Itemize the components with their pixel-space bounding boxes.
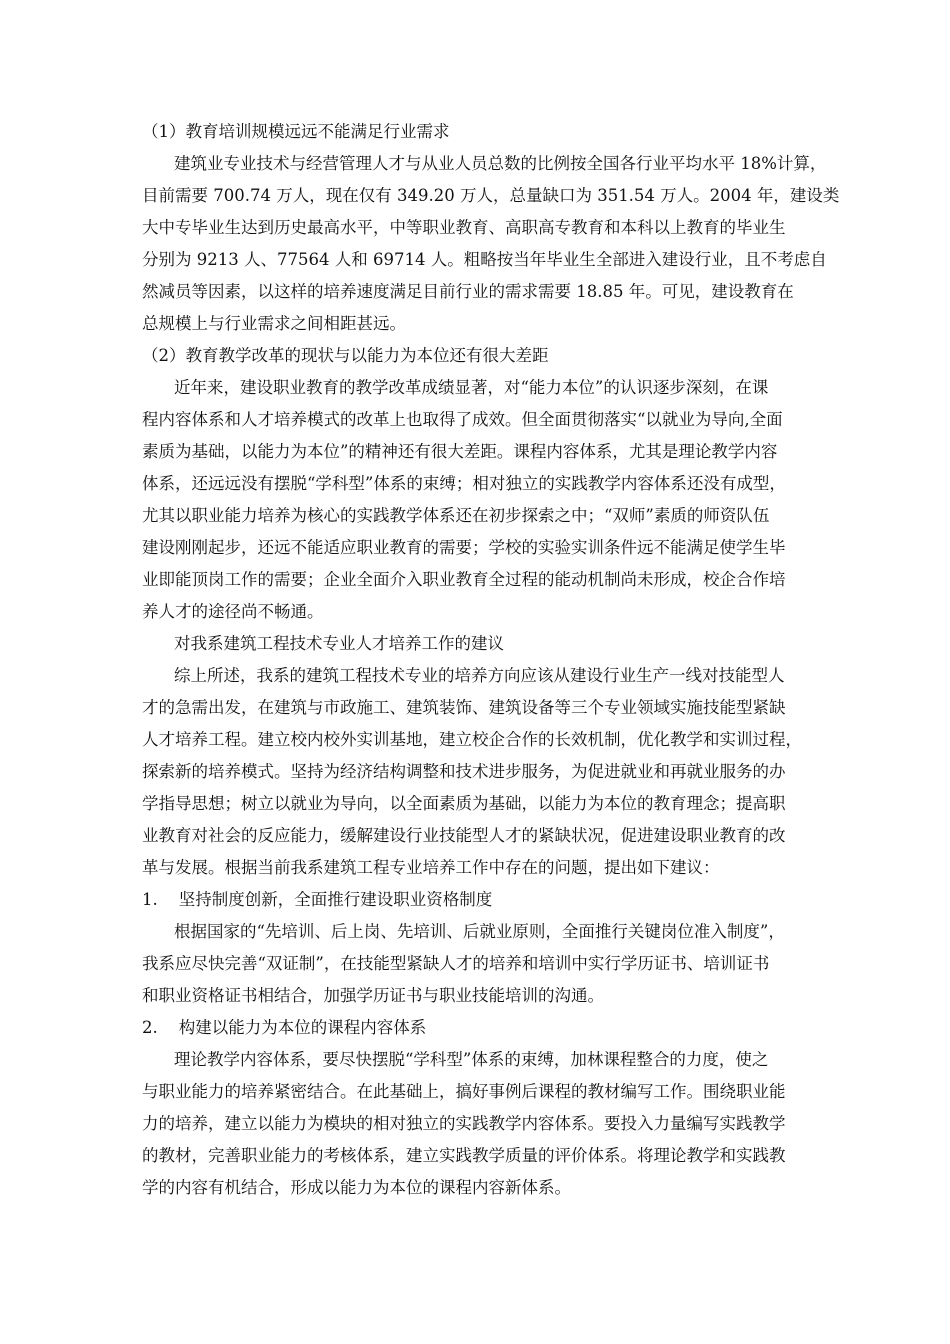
text-line: 建设刚刚起步，还远不能适应职业教育的需要；学校的实验实训条件远不能满足使学生毕 <box>142 538 786 557</box>
text-line: 业教育对社会的反应能力，缓解建设行业技能型人才的紧缺状况，促进建设职业教育的改 <box>142 826 786 845</box>
text-line: 力的培养，建立以能力为模块的相对独立的实践教学内容体系。要投入力量编写实践教学 <box>142 1114 786 1133</box>
text-line: 革与发展。根据当前我系建筑工程专业培养工作中存在的问题，提出如下建议： <box>142 858 720 877</box>
text-line: 的教材，完善职业能力的考核体系，建立实践教学质量的评价体系。将理论教学和实践教 <box>142 1146 786 1165</box>
text-line: 近年来，建设职业教育的教学改革成绩显著，对“能力本位”的认识逐步深刻，在课 <box>174 378 769 397</box>
text-line: 我系应尽快完善“双证制”，在技能型紧缺人才的培养和培训中实行学历证书、培训证书 <box>142 954 770 973</box>
text-line: 大中专毕业生达到历史最高水平，中等职业教育、高职高专教育和本科以上教育的毕业生 <box>142 218 786 237</box>
heading-2: （2）教育教学改革的现状与以能力为本位还有很大差距 <box>142 346 549 365</box>
text-line: 目前需要 700.74 万人，现在仅有 349.20 万人，总量缺口为 351.54 万人。2004 年，建设类 <box>142 186 840 205</box>
text-line: 体系，还远远没有摆脱“学科型”体系的束缚；相对独立的实践教学内容体系还没有成型， <box>142 474 786 493</box>
text-line: 总规模上与行业需求之间相距甚远。 <box>142 314 406 333</box>
numbered-item-2: 2. 构建以能力为本位的课程内容体系 <box>142 1018 427 1037</box>
text-line: 综上所述，我系的建筑工程技术专业的培养方向应该从建设行业生产一线对技能型人 <box>174 666 785 685</box>
heading-1: （1）教育培训规模远远不能满足行业需求 <box>142 122 450 141</box>
text-line: 根据国家的“先培训、后上岗、先培训、后就业原则，全面推行关键岗位准入制度”， <box>174 922 785 941</box>
text-line: 与职业能力的培养紧密结合。在此基础上，搞好事例后课程的教材编写工作。围绕职业能 <box>142 1082 786 1101</box>
text-line: 然减员等因素，以这样的培养速度满足目前行业的需求需要 18.85 年。可见，建设教育在 <box>142 282 794 301</box>
text-line: 和职业资格证书相结合，加强学历证书与职业技能培训的沟通。 <box>142 986 604 1005</box>
text-line: 理论教学内容体系，要尽快摆脱“学科型”体系的束缚，加林课程整合的力度，使之 <box>174 1050 769 1069</box>
text-line: 才的急需出发，在建筑与市政施工、建筑装饰、建筑设备等三个专业领域实施技能型紧缺 <box>142 698 786 717</box>
text-line: 程内容体系和人才培养模式的改革上也取得了成效。但全面贯彻落实“以就业为导向,全面 <box>142 410 783 429</box>
numbered-item-1: 1. 坚持制度创新，全面推行建设职业资格制度 <box>142 890 493 909</box>
text-line: 业即能顶岗工作的需要；企业全面介入职业教育全过程的能动机制尚未形成，校企合作培 <box>142 570 786 589</box>
text-line: 探索新的培养模式。坚持为经济结构调整和技术进步服务，为促进就业和再就业服务的办 <box>142 762 786 781</box>
section-heading: 对我系建筑工程技术专业人才培养工作的建议 <box>174 634 504 653</box>
text-line: 学指导思想；树立以就业为导向，以全面素质为基础，以能力为本位的教育理念；提高职 <box>142 794 786 813</box>
text-line: 尤其以职业能力培养为核心的实践教学体系还在初步探索之中；“双师”素质的师资队伍 <box>142 506 770 525</box>
text-line: 人才培养工程。建立校内校外实训基地，建立校企合作的长效机制，优化教学和实训过程， <box>142 730 802 749</box>
text-line: 学的内容有机结合，形成以能力为本位的课程内容新体系。 <box>142 1178 571 1197</box>
text-line: 分别为 9213 人、77564 人和 69714 人。粗略按当年毕业生全部进入建设行业，且不考虑自 <box>142 250 827 269</box>
text-line: 素质为基础，以能力为本位”的精神还有很大差距。课程内容体系，尤其是理论教学内容 <box>142 442 778 461</box>
text-line: 建筑业专业技术与经营管理人才与从业人员总数的比例按全国各行业平均水平 18%计算， <box>174 154 827 173</box>
text-line: 养人才的途径尚不畅通。 <box>142 602 324 621</box>
